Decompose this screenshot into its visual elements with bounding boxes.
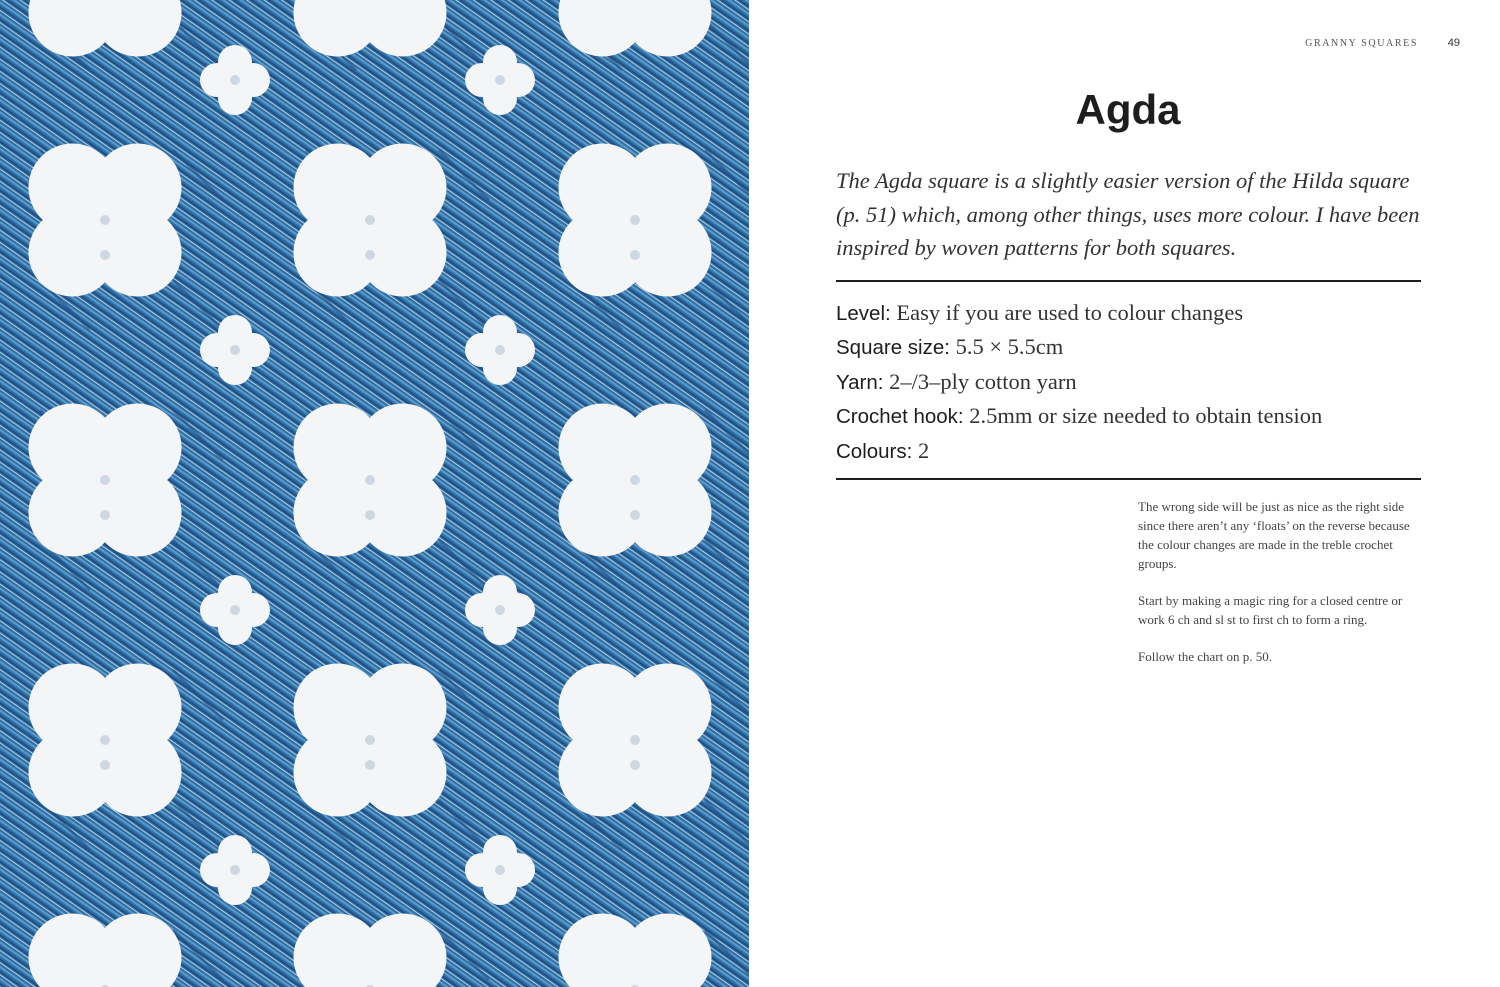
granny-square-motif [293, 403, 446, 556]
granny-square-motif [558, 403, 711, 556]
granny-square-motif [100, 250, 110, 260]
spec-yarn [836, 365, 1436, 399]
granny-square-motif [293, 663, 446, 816]
spec-label: Square size: [836, 336, 950, 360]
granny-square-motif [293, 143, 446, 296]
spec-level [836, 296, 1436, 330]
spec-list [836, 296, 1436, 468]
notes-column [1138, 497, 1428, 684]
granny-square-motif [100, 510, 110, 520]
spec-label: Crochet hook: [836, 405, 964, 429]
granny-square-motif [630, 250, 640, 260]
granny-square-motif [558, 143, 711, 296]
granny-square-motif [630, 510, 640, 520]
granny-square-motif [365, 760, 375, 770]
granny-square-motif [365, 250, 375, 260]
intro-paragraph: The Agda square is a slightly easier version of the Hilda square (p. 51) which, among other things, uses more colour. I have been inspired by woven patterns for both squares. [836, 168, 1420, 260]
pattern-title: Agda [1075, 86, 1181, 133]
spec-crochet-hook [836, 399, 1436, 433]
running-head: GRANNY SQUARES [1305, 38, 1418, 49]
granny-square-motif [28, 663, 181, 816]
spec-label: Yarn: [836, 370, 884, 394]
spec-value: 2 [917, 437, 930, 463]
granny-square-motif [558, 663, 711, 816]
granny-square-motif [28, 143, 181, 296]
divider-bottom [836, 478, 1421, 480]
crochet-pattern-image [0, 0, 749, 987]
spec-value: 5.5 × 5.5cm [955, 334, 1064, 360]
granny-square-motif [28, 403, 181, 556]
granny-square-motif [630, 760, 640, 770]
note-paragraph: Follow the chart on p. 50. [1138, 649, 1272, 664]
divider-top [836, 280, 1421, 282]
crochet-swatch-photo [0, 0, 749, 987]
granny-square-motif [100, 760, 110, 770]
note-paragraph: The wrong side will be just as nice as the right side since there aren’t any ‘floats’ on the reverse because the colour changes are made in the treble crochet groups. [1138, 499, 1410, 571]
spec-colours [836, 434, 1436, 468]
spec-value: 2–/3–ply cotton yarn [889, 368, 1077, 394]
spec-value: 2.5mm or size needed to obtain tension [969, 403, 1323, 429]
spec-value: Easy if you are used to colour changes [896, 300, 1244, 325]
spec-label: Level: [836, 302, 891, 325]
spec-label: Colours: [836, 439, 913, 463]
note-paragraph: Start by making a magic ring for a closed centre or work 6 ch and sl st to first ch to form a ring. [1138, 593, 1403, 627]
spec-square-size [836, 330, 1436, 364]
page-number: 49 [1447, 37, 1460, 49]
granny-square-motif [365, 510, 375, 520]
